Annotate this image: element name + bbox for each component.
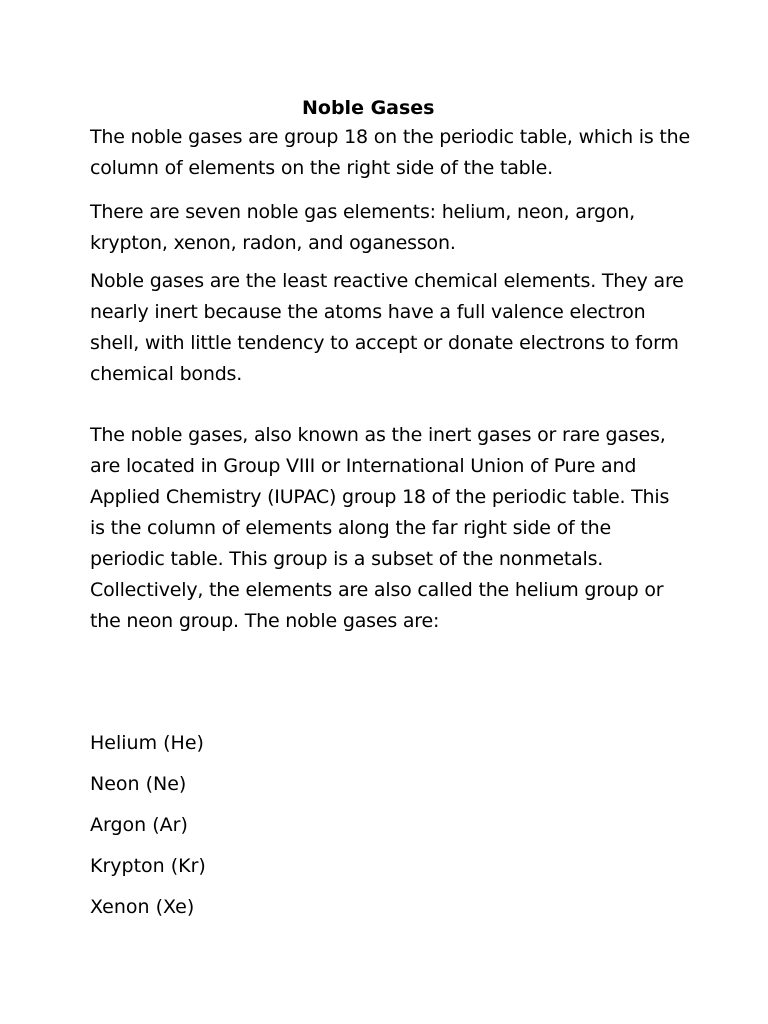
paragraph-line: nearly inert because the atoms have a full valence electron — [90, 301, 646, 323]
list-item: Argon (Ar) — [90, 814, 188, 836]
paragraph-line: Applied Chemistry (IUPAC) group 18 of the periodic table. This — [90, 486, 670, 508]
paragraph-line: are located in Group VIII or International Union of Pure and — [90, 455, 637, 477]
paragraph-line: shell, with little tendency to accept or donate electrons to form — [90, 332, 679, 354]
list-item: Helium (He) — [90, 732, 204, 754]
paragraph-line: Collectively, the elements are also called the helium group or — [90, 579, 664, 601]
paragraph-line: the neon group. The noble gases are: — [90, 610, 440, 632]
paragraph-line: Noble gases are the least reactive chemical elements. They are — [90, 270, 684, 292]
paragraph-line: krypton, xenon, radon, and oganesson. — [90, 232, 456, 254]
paragraph-line: There are seven noble gas elements: helium, neon, argon, — [90, 201, 635, 223]
noble-gas-list — [90, 728, 206, 933]
paragraph-group-18 — [90, 122, 730, 184]
paragraph-line: column of elements on the right side of the table. — [90, 157, 553, 179]
paragraph-also-known-as — [90, 420, 730, 637]
paragraph-seven-elements — [90, 197, 730, 259]
paragraph-line: The noble gases, also known as the inert gases or rare gases, — [90, 424, 666, 446]
document-title: Noble Gases — [302, 97, 435, 119]
paragraph-reactivity — [90, 266, 730, 390]
paragraph-line: The noble gases are group 18 on the periodic table, which is the — [90, 126, 690, 148]
list-item: Xenon (Xe) — [90, 896, 195, 918]
paragraph-line: periodic table. This group is a subset of the nonmetals. — [90, 548, 604, 570]
paragraph-line: is the column of elements along the far right side of the — [90, 517, 611, 539]
list-item: Krypton (Kr) — [90, 855, 206, 877]
list-item: Neon (Ne) — [90, 773, 187, 795]
paragraph-line: chemical bonds. — [90, 363, 243, 385]
